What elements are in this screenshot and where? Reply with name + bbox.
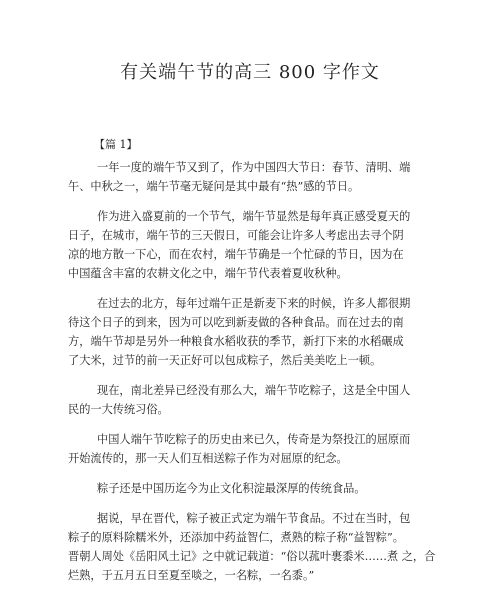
text-line: 晋朝人周处《岳阳风土记》之中就记载道：“俗以菰叶裹黍米……煮 之，合 [68,550,436,563]
text-line: 作为进入盛夏前的一个节气，端午节显然是每年真正感受夏天的 [97,210,411,223]
text-line: 开始流传的，那一天人们互相送粽子作为对屈原的纪念。 [68,452,348,465]
text-line: 中国人端午节吃粽子的历史由来已久，传奇是为祭投江的屈原而 [97,433,411,446]
text-line: 午、中秋之一，端午节毫无疑问是其中最有“热”感的节日。 [68,180,360,193]
text-line: 凉的地方散一下心，而在农村，端午节确是一个忙碌的节日，因为在 [68,248,404,261]
text-line: 烂熟，于五月五日至夏至啖之，一名粽，一名黍。” [68,569,315,582]
text-line: 了大米，过节的前一天正好可以包成粽子，然后美美吃上一顿。 [68,354,382,367]
document-title: 有关端午节的高三 800 字作文 [120,62,380,83]
paragraph [68,509,438,585]
paragraph [68,294,438,370]
paragraph [68,158,438,196]
paragraph [68,479,438,498]
paragraph [68,207,438,283]
paragraph [68,430,438,468]
text-line: 现在，南北差异已经没有那么大，端午节吃粽子，这是全中国人 [97,384,411,397]
text-line: 据说，早在晋代，粽子被正式定为端午节食品。不过在当时，包 [97,512,411,525]
text-line: 在过去的北方，每年过端午正是新麦下来的时候，许多人都很期 [97,297,411,310]
text-line: 中国蕴含丰富的农耕文化之中，端午节代表着夏收秋种。 [68,267,348,280]
section-label: 【篇 1】 [94,138,138,151]
paragraph [68,381,438,419]
text-line: 粽子还是中国历迄今为止文化积淀最深厚的传统食品。 [97,482,366,495]
document-body [68,158,438,596]
text-line: 粽子的原料除糯米外，还添加中药益智仁，煮熟的粽子称“益智粽”。 [68,531,404,544]
text-line: 民的一大传统习俗。 [68,403,169,416]
text-line: 日子，在城市，端午节的三天假日，可能会让许多人考虑出去寻个阴 [68,229,404,242]
text-line: 方，端午节却是另外一种粮食水稻收获的季节，新打下来的水稻碾成 [68,335,404,348]
text-line: 一年一度的端午节又到了，作为中国四大节日：春节、清明、端 [97,161,411,174]
text-line: 待这个日子的到来，因为可以吃到新麦做的各种食品。而在过去的南 [68,316,404,329]
